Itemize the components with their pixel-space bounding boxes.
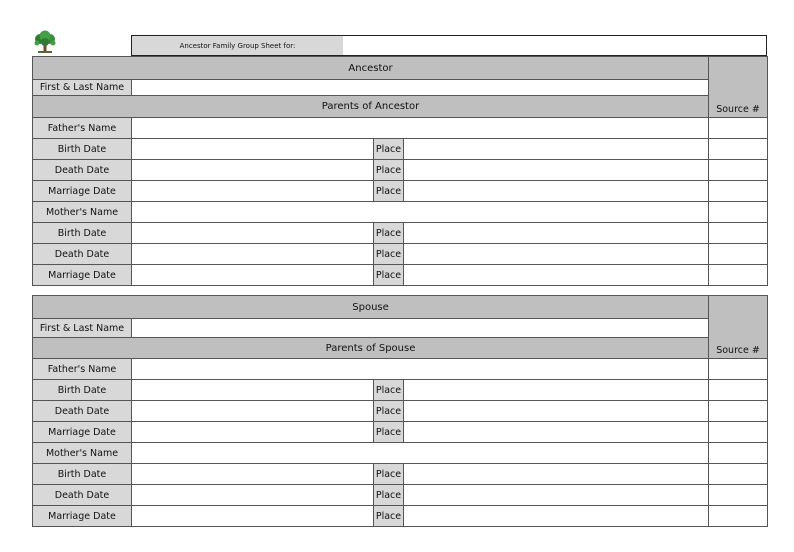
spouse-father-marriage-input[interactable] <box>132 422 374 443</box>
spouse-mother-birth-label: Birth Date <box>33 464 132 485</box>
spouse-mother-death-source-input[interactable] <box>709 485 768 506</box>
ancestor-father-birth-place-label: Place <box>374 139 404 160</box>
spouse-father-marriage-place-input[interactable] <box>404 422 709 443</box>
ancestor-father-death-place-label: Place <box>374 160 404 181</box>
ancestor-name-label: First & Last Name <box>33 80 132 96</box>
spouse-mother-marriage-label: Marriage Date <box>33 506 132 527</box>
ancestor-father-birth-label: Birth Date <box>33 139 132 160</box>
ancestor-mother-marriage-place-label: Place <box>374 265 404 286</box>
spouse-father-marriage-source-input[interactable] <box>709 422 768 443</box>
ancestor-father-label: Father's Name <box>33 118 132 139</box>
spouse-mother-marriage-place-label: Place <box>374 506 404 527</box>
spouse-father-birth-label: Birth Date <box>33 380 132 401</box>
spouse-parents-title: Parents of Spouse <box>33 338 709 359</box>
spouse-father-death-label: Death Date <box>33 401 132 422</box>
spouse-section-title: Spouse <box>33 296 709 319</box>
spouse-name-input[interactable] <box>132 319 709 338</box>
ancestor-father-source-input[interactable] <box>709 118 768 139</box>
ancestor-mother-source-input[interactable] <box>709 202 768 223</box>
ancestor-parents-title: Parents of Ancestor <box>33 96 709 118</box>
ancestor-mother-death-source-input[interactable] <box>709 244 768 265</box>
ancestor-father-marriage-place-label: Place <box>374 181 404 202</box>
ancestor-mother-input[interactable] <box>132 202 709 223</box>
spouse-father-death-place-label: Place <box>374 401 404 422</box>
spouse-mother-input[interactable] <box>132 443 709 464</box>
ancestor-father-marriage-label: Marriage Date <box>33 181 132 202</box>
spouse-mother-marriage-place-input[interactable] <box>404 506 709 527</box>
spouse-father-marriage-place-label: Place <box>374 422 404 443</box>
spouse-mother-death-label: Death Date <box>33 485 132 506</box>
ancestor-section-title: Ancestor <box>33 57 709 80</box>
spouse-father-death-source-input[interactable] <box>709 401 768 422</box>
spouse-father-marriage-label: Marriage Date <box>33 422 132 443</box>
tree-logo-icon <box>32 30 58 54</box>
ancestor-father-marriage-place-input[interactable] <box>404 181 709 202</box>
spouse-father-birth-place-input[interactable] <box>404 380 709 401</box>
spouse-mother-source-input[interactable] <box>709 443 768 464</box>
ancestor-father-death-place-input[interactable] <box>404 160 709 181</box>
spouse-name-label: First & Last Name <box>33 319 132 338</box>
ancestor-mother-birth-place-input[interactable] <box>404 223 709 244</box>
ancestor-mother-marriage-place-input[interactable] <box>404 265 709 286</box>
spouse-source-header: Source # <box>709 296 768 359</box>
ancestor-father-input[interactable] <box>132 118 709 139</box>
ancestor-name-input[interactable] <box>132 80 709 96</box>
spouse-father-birth-input[interactable] <box>132 380 374 401</box>
sheet-title-input[interactable] <box>343 35 767 56</box>
spouse-father-label: Father's Name <box>33 359 132 380</box>
ancestor-source-header: Source # <box>709 57 768 118</box>
spouse-mother-birth-input[interactable] <box>132 464 374 485</box>
spouse-mother-birth-place-input[interactable] <box>404 464 709 485</box>
ancestor-father-birth-source-input[interactable] <box>709 139 768 160</box>
ancestor-table <box>32 56 768 286</box>
spouse-father-death-place-input[interactable] <box>404 401 709 422</box>
ancestor-mother-death-place-input[interactable] <box>404 244 709 265</box>
ancestor-father-marriage-source-input[interactable] <box>709 181 768 202</box>
ancestor-father-marriage-input[interactable] <box>132 181 374 202</box>
ancestor-mother-death-place-label: Place <box>374 244 404 265</box>
ancestor-mother-marriage-source-input[interactable] <box>709 265 768 286</box>
sheet-title-label: Ancestor Family Group Sheet for: <box>131 35 344 56</box>
spouse-mother-death-place-input[interactable] <box>404 485 709 506</box>
spouse-father-source-input[interactable] <box>709 359 768 380</box>
spouse-table <box>32 295 768 527</box>
spouse-mother-birth-source-input[interactable] <box>709 464 768 485</box>
ancestor-mother-birth-input[interactable] <box>132 223 374 244</box>
ancestor-mother-birth-source-input[interactable] <box>709 223 768 244</box>
spouse-mother-birth-place-label: Place <box>374 464 404 485</box>
ancestor-mother-marriage-input[interactable] <box>132 265 374 286</box>
spouse-father-birth-source-input[interactable] <box>709 380 768 401</box>
ancestor-mother-death-label: Death Date <box>33 244 132 265</box>
ancestor-mother-birth-place-label: Place <box>374 223 404 244</box>
ancestor-father-birth-input[interactable] <box>132 139 374 160</box>
ancestor-mother-marriage-label: Marriage Date <box>33 265 132 286</box>
ancestor-mother-death-input[interactable] <box>132 244 374 265</box>
ancestor-father-death-label: Death Date <box>33 160 132 181</box>
spouse-mother-label: Mother's Name <box>33 443 132 464</box>
ancestor-mother-birth-label: Birth Date <box>33 223 132 244</box>
ancestor-father-death-source-input[interactable] <box>709 160 768 181</box>
spouse-mother-death-input[interactable] <box>132 485 374 506</box>
spouse-father-death-input[interactable] <box>132 401 374 422</box>
ancestor-father-death-input[interactable] <box>132 160 374 181</box>
ancestor-mother-label: Mother's Name <box>33 202 132 223</box>
spouse-mother-marriage-source-input[interactable] <box>709 506 768 527</box>
spouse-father-input[interactable] <box>132 359 709 380</box>
spouse-father-birth-place-label: Place <box>374 380 404 401</box>
spouse-mother-death-place-label: Place <box>374 485 404 506</box>
ancestor-father-birth-place-input[interactable] <box>404 139 709 160</box>
spouse-mother-marriage-input[interactable] <box>132 506 374 527</box>
